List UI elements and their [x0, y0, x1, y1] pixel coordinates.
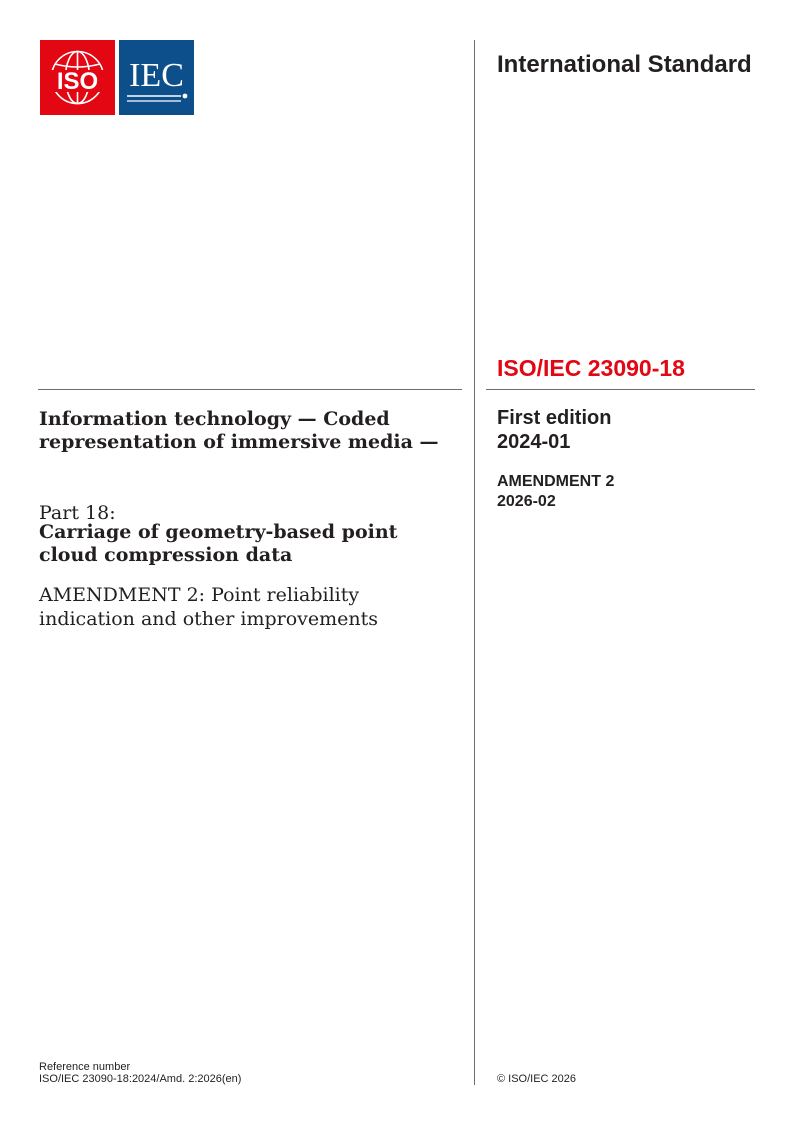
vertical-divider [474, 40, 475, 1085]
iec-logo-text: IEC [129, 57, 184, 94]
document-type: International Standard [497, 51, 752, 78]
iec-mark-icon [119, 40, 194, 115]
iso-globe-icon [40, 40, 115, 115]
reference-number-label: Reference number [39, 1061, 131, 1073]
amendment-date: 2026-02 [497, 493, 556, 510]
horizontal-divider-left [38, 389, 462, 390]
iso-logo [40, 40, 115, 115]
iec-logo [119, 40, 194, 115]
edition-label: First edition [497, 407, 612, 429]
amendment-title: AMENDMENT 2: Point reliability indication and other improvements [39, 584, 379, 630]
part-label: Part 18: [39, 502, 116, 524]
copyright-notice: © ISO/IEC 2026 [497, 1073, 577, 1085]
standard-number: ISO/IEC 23090-18 [497, 355, 685, 381]
part-title: Carriage of geometry-based point cloud compression data [39, 521, 398, 566]
document-title: Information technology — Coded representation of immersive media — [39, 408, 439, 453]
iso-logo-text: ISO [56, 68, 99, 95]
amendment-label: AMENDMENT 2 [497, 473, 615, 490]
edition-date: 2024-01 [497, 431, 571, 453]
reference-number-value: ISO/IEC 23090-18:2024/Amd. 2:2026(en) [39, 1073, 242, 1085]
horizontal-divider-right [486, 389, 755, 390]
